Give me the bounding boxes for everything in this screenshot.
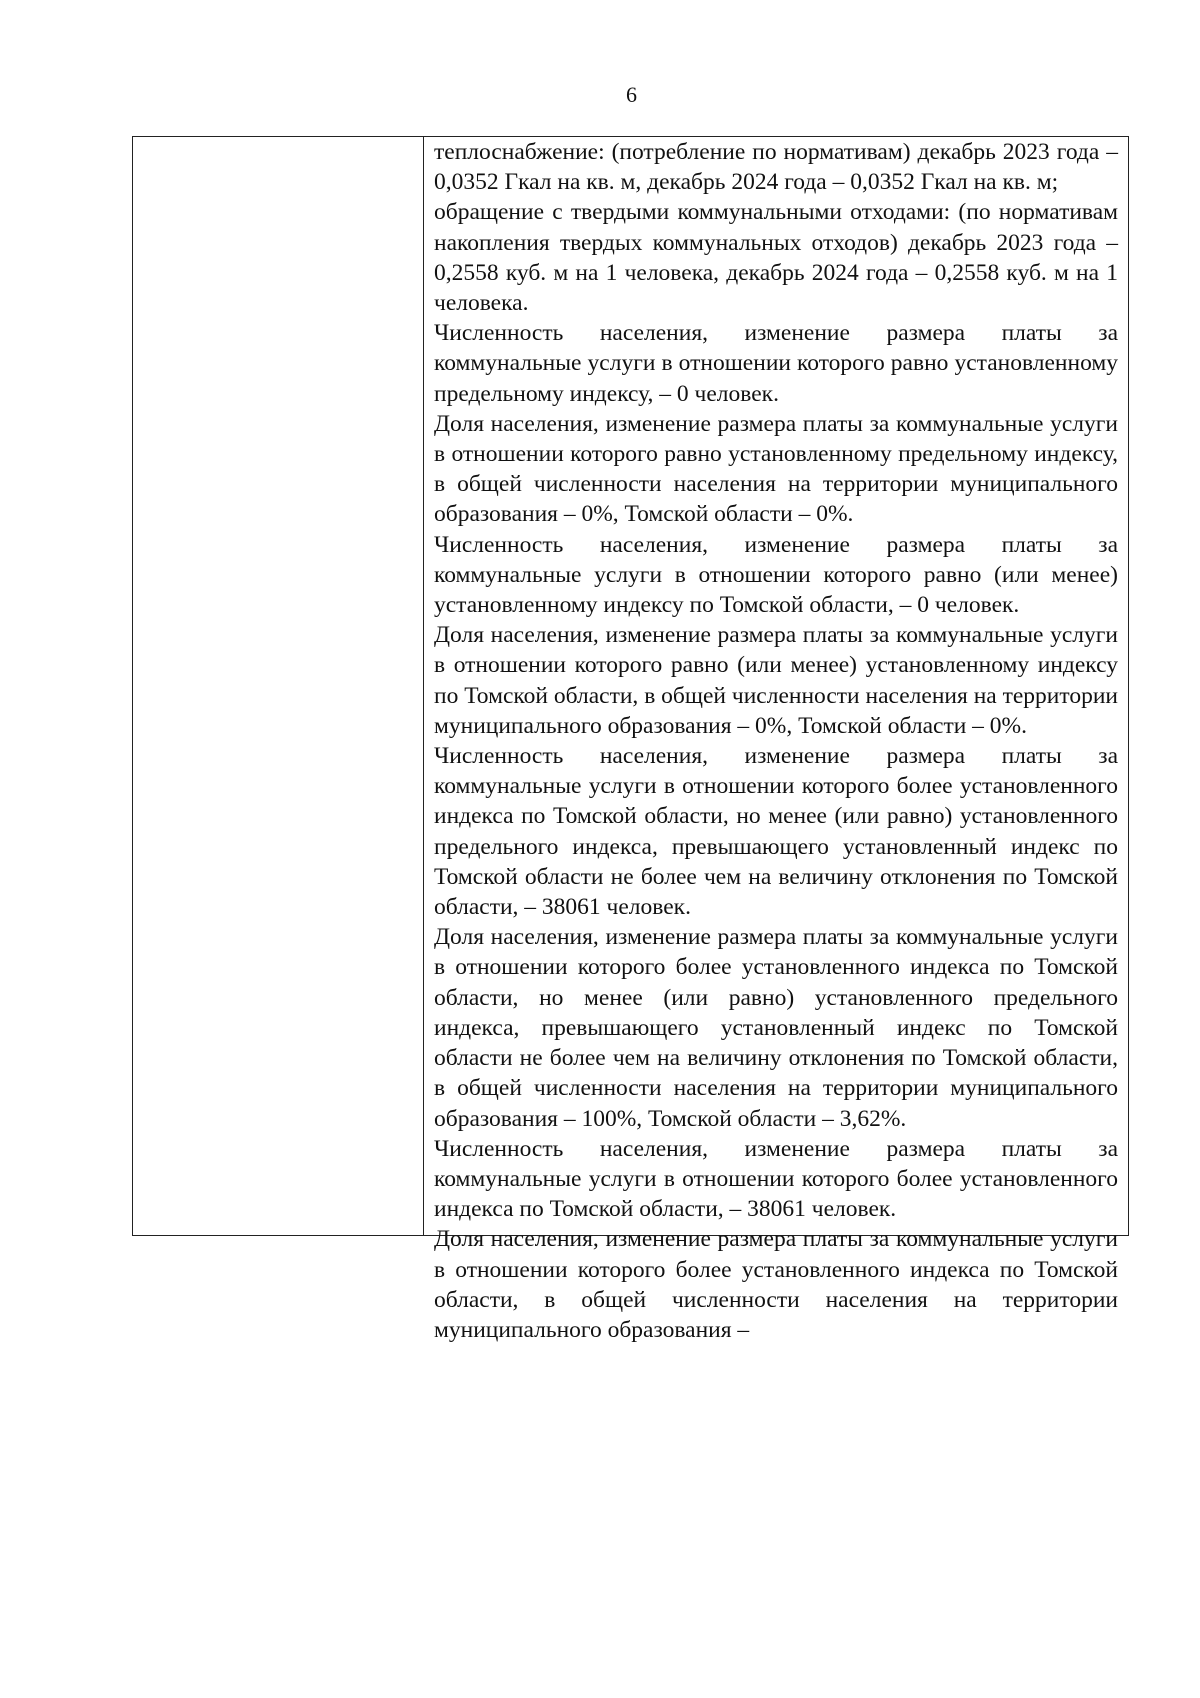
paragraph-population-equal-limit: Численность населения, изменение размера платы за коммунальные услуги в отношении которого равно установленному предельному индексу, – 0 человек. xyxy=(434,320,1118,407)
table-right-cell xyxy=(424,137,1128,1343)
paragraph-population-above-index-within-deviation: Численность населения, изменение размера платы за коммунальные услуги в отношении которого более установленного индекса по Томской области, но менее (или равно) установленного предельного индекса, превышающего установленный индекс по Томской области не более чем на величину отклонения по Томской области, – 38061 человек. xyxy=(434,743,1118,921)
paragraph-share-above-index: Доля населения, изменение размера платы за коммунальные услуги в отношении которого более установленного индекса по Томской области, в общей численности населения на территории муниципального образования – xyxy=(434,1226,1118,1343)
paragraph-share-equal-limit: Доля населения, изменение размера платы за коммунальные услуги в отношении которого равно установленному предельному индексу, в общей численности населения на территории муниципального образования – 0%, Томской области – 0%. xyxy=(434,410,1118,528)
paragraph-population-above-index: Численность населения, изменение размера платы за коммунальные услуги в отношении которого более установленного индекса по Томской области, – 38061 человек. xyxy=(434,1135,1118,1223)
paragraph-share-equal-or-less-index: Доля населения, изменение размера платы за коммунальные услуги в отношении которого равно (или менее) установленному индексу по Томской области, в общей численности населения на территории муниципального образования – 0%, Томской области – 0%. xyxy=(434,622,1118,739)
paragraph-heat-supply: теплоснабжение: (потребление по нормативам) декабрь 2023 года – 0,0352 Гкал на кв. м, декабрь 2024 года – 0,0352 Гкал на кв. м; xyxy=(434,139,1118,196)
paragraph-population-equal-or-less-index: Численность населения, изменение размера платы за коммунальные услуги в отношении которого равно (или менее) установленному индексу по Томской области, – 0 человек. xyxy=(434,531,1118,619)
paragraph-solid-waste: обращение с твердыми коммунальными отходами: (по нормативам накопления твердых коммунальных отходов) декабрь 2023 года – 0,2558 куб. м на 1 человека, декабрь 2024 года – 0,2558 куб. м на 1 человека. xyxy=(434,199,1118,317)
paragraph-share-above-index-within-deviation: Доля населения, изменение размера платы за коммунальные услуги в отношении которого более установленного индекса по Томской области, но менее (или равно) установленного предельного индекса, превышающего установленный индекс по Томской области не более чем на величину отклонения по Томской области, в общей численности населения на территории муниципального образования – 100%, Томской области – 3,62%. xyxy=(434,924,1118,1132)
table-left-cell xyxy=(133,137,424,1235)
page-number: 6 xyxy=(626,82,637,107)
document-table xyxy=(132,136,1129,1343)
